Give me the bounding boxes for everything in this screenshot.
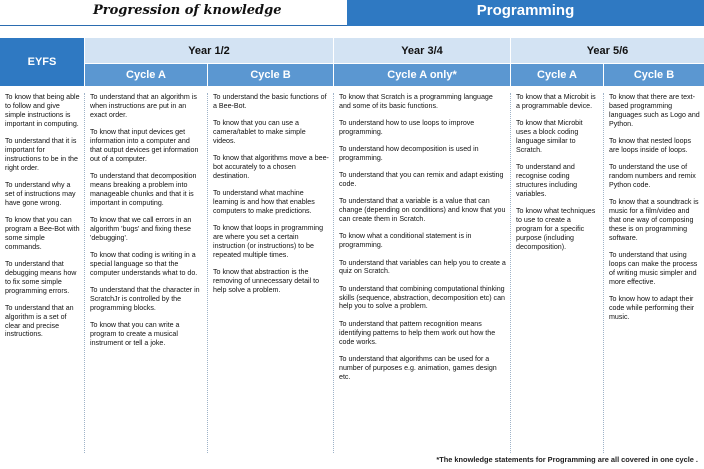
knowledge-statement: To know how to adapt their code while performing their music. bbox=[609, 294, 695, 321]
cycle-label: Cycle A bbox=[537, 69, 577, 81]
year-3-4-header bbox=[334, 38, 510, 63]
knowledge-statement: To understand that the character in ScratchJr is controlled by the programming blocks. bbox=[90, 285, 200, 312]
cycle-label: Cycle A only* bbox=[387, 69, 457, 81]
knowledge-statement: To know that there are text-based programming languages such as Logo and Python. bbox=[609, 93, 700, 128]
cycle-header bbox=[604, 64, 704, 86]
subject-title: Programming bbox=[476, 2, 575, 19]
cycle-header bbox=[334, 64, 510, 86]
knowledge-statement: To know that a Microbit is a programmable device. bbox=[516, 93, 596, 110]
knowledge-statement: To understand that an algorithm is a set of clear and precise instructions. bbox=[5, 303, 74, 339]
knowledge-statement: To know that Scratch is a programming language and some of its basic functions. bbox=[339, 93, 493, 110]
knowledge-statement: To understand that debugging means how to fix some simple programming errors. bbox=[5, 259, 77, 295]
knowledge-statement: To understand that decomposition means breaking a problem into manageable chunks and that it is important in computing. bbox=[90, 171, 197, 207]
cycle-header bbox=[208, 64, 333, 86]
knowledge-statement: To understand that you can remix and adapt existing code. bbox=[339, 171, 504, 189]
knowledge-statement: To understand that a variable is a value that can change (depending on conditions) and know that you can create them in Scratch. bbox=[339, 197, 506, 224]
knowledge-statement: To know that you can use a camera/tablet to make simple videos. bbox=[213, 119, 306, 145]
knowledge-statement: To understand the basic functions of a Bee-Bot. bbox=[213, 93, 327, 110]
knowledge-statement: To understand that combining computational thinking skills (sequence, abstraction, decomposition etc) can help you to solve a problem. bbox=[339, 284, 505, 311]
cycle-label: Cycle B bbox=[633, 69, 675, 81]
year-5-6-cycle-a-column bbox=[511, 93, 604, 453]
cycle-label: Cycle A bbox=[126, 69, 166, 81]
knowledge-statement: To understand how decomposition is used in programming. bbox=[339, 145, 479, 163]
cycle-header bbox=[85, 64, 207, 86]
title-bar bbox=[0, 0, 704, 26]
eyfs-column bbox=[0, 93, 85, 453]
cycle-label: Cycle B bbox=[250, 69, 291, 81]
knowledge-statement: To know what techniques to use to create a program for a specific purpose (including decomposition). bbox=[516, 206, 596, 251]
year-label: Year 3/4 bbox=[401, 44, 443, 57]
subject-banner bbox=[347, 0, 704, 26]
knowledge-statement: To understand the use of random numbers and remix Python code. bbox=[609, 163, 696, 189]
knowledge-statement: To know that coding is writing in a special language so that the computer understands what to do. bbox=[90, 250, 198, 277]
knowledge-statement: To know that being able to follow and give simple instructions is important in computing. bbox=[5, 93, 80, 128]
knowledge-statement: To know that you can write a program to create a musical instrument or tell a joke. bbox=[90, 320, 180, 347]
year-5-6-cycle-b-column bbox=[604, 93, 704, 453]
year-3-4-column bbox=[334, 93, 511, 453]
knowledge-statement: To understand and recognise coding structures including variables. bbox=[516, 163, 578, 198]
knowledge-statement: To know that loops in programming are where you set a certain instruction (or instructions) to be repeated multiple times. bbox=[213, 224, 324, 259]
knowledge-statement: To know what a conditional statement is in programming. bbox=[339, 232, 472, 250]
knowledge-statement: To know that nested loops are loops inside of loops. bbox=[609, 136, 692, 154]
knowledge-statement: To understand how to use loops to improve programming. bbox=[339, 119, 475, 137]
knowledge-statement: To understand that pattern recognition means identifying patterns to help them work out how the code works. bbox=[339, 319, 496, 346]
eyfs-header bbox=[0, 38, 84, 86]
document-title: Progression of knowledge bbox=[93, 3, 282, 18]
knowledge-statement: To know that you can program a Bee-Bot with some simple commands. bbox=[5, 215, 80, 251]
year-label: Year 1/2 bbox=[188, 44, 230, 57]
title-left-panel bbox=[0, 0, 347, 26]
knowledge-statement: To know that Microbit uses a block coding language similar to Scratch. bbox=[516, 119, 583, 154]
knowledge-statement: To understand that algorithms can be used for a number of purposes e.g. animation, games design etc. bbox=[339, 354, 497, 381]
knowledge-statement: To understand that using loops can make the process of writing music simpler and more effective. bbox=[609, 250, 698, 286]
footnote: *The knowledge statements for Programming are all covered in one cycle . bbox=[436, 455, 698, 464]
knowledge-statement: To understand that it is important for instructions to be in the right order. bbox=[5, 136, 78, 172]
knowledge-statement: To know that abstraction is the removing of unnecessary detail to help solve a problem. bbox=[213, 268, 320, 294]
year-5-6-header bbox=[511, 38, 704, 63]
knowledge-statement: To know that we call errors in an algorithm 'bugs' and fixing these 'debugging'. bbox=[90, 215, 192, 242]
eyfs-label: EYFS bbox=[27, 56, 57, 68]
knowledge-statement: To understand what machine learning is and how that enables computers to make predictions. bbox=[213, 189, 315, 215]
knowledge-statement: To understand why a set of instructions may have gone wrong. bbox=[5, 180, 76, 207]
year-1-2-cycle-a-column bbox=[85, 93, 208, 453]
knowledge-statement: To understand that an algorithm is when instructions are put in an exact order. bbox=[90, 93, 197, 119]
year-1-2-header bbox=[85, 38, 333, 63]
knowledge-statement: To know that input devices get information into a computer and that output devices get information out of a computer. bbox=[90, 128, 199, 163]
cycle-header bbox=[511, 64, 603, 86]
knowledge-statement: To know that algorithms move a bee-bot accurately to a chosen destination. bbox=[213, 154, 329, 180]
knowledge-statement: To know that a soundtrack is music for a film/video and that one way of composing these is on programming software. bbox=[609, 198, 699, 242]
knowledge-statement: To understand that variables can help you to create a quiz on Scratch. bbox=[339, 258, 506, 276]
year-1-2-cycle-b-column bbox=[208, 93, 334, 453]
year-label: Year 5/6 bbox=[586, 44, 629, 57]
